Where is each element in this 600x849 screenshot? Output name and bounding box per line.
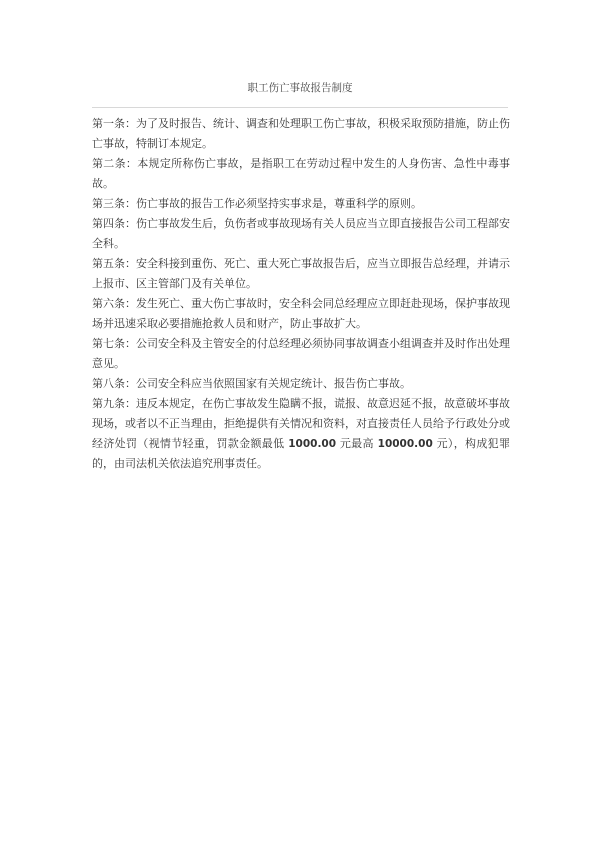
article-9-text-end: 元），构成犯罪的，由司法机关依法追究刑事责任。 — [92, 437, 511, 470]
document-title: 职工伤亡事故报告制度 — [247, 82, 353, 94]
article-8: 第八条：公司安全科应当依照国家有关规定统计、报告伤亡事故。 — [92, 377, 411, 390]
fine-max-amount: 10000.00 — [377, 438, 433, 450]
article-5: 第五条：安全科接到重伤、死亡、重大死亡事故报告后，应当立即报告总经理，并请示上报市、区主管部门及有关单位。 — [92, 257, 510, 290]
article-9-text-middle: 元最高 — [336, 437, 378, 450]
article-2: 第二条：本规定所称伤亡事故，是指职工在劳动过程中发生的人身伤害、急性中毒事故。 — [92, 157, 510, 190]
article-3: 第三条：伤亡事故的报告工作必须坚持实事求是，尊重科学的原则。 — [92, 197, 422, 210]
article-9-text: 第九条：违反本规定，在伤亡事故发生隐瞒不报，谎报、故意迟延不报，故意破坏事故现场，或者以不正当理由，拒绝提供有关情况和资料，对直接责任人员给予行政处分或经济处罚（视情节轻重，罚款金额最低 — [92, 397, 510, 450]
article-1: 第一条：为了及时报告、统计、调查和处理职工伤亡事故，积极采取预防措施，防止伤亡事故，特制订本规定。 — [92, 117, 510, 150]
article-4: 第四条：伤亡事故发生后，负伤者或事故现场有关人员应当立即直接报告公司工程部安全科。 — [92, 217, 510, 250]
document-body — [92, 114, 510, 474]
article-6: 第六条：发生死亡、重大伤亡事故时，安全科会同总经理应立即赶赴现场，保护事故现场并迅速采取必要措施抢救人员和财产，防止事故扩大。 — [92, 297, 510, 330]
title-divider — [92, 107, 508, 108]
article-7: 第七条：公司安全科及主管安全的付总经理必须协同事故调查小组调查并及时作出处理意见。 — [92, 337, 510, 370]
fine-min-amount: 1000.00 — [288, 438, 337, 450]
article-9 — [92, 394, 510, 474]
